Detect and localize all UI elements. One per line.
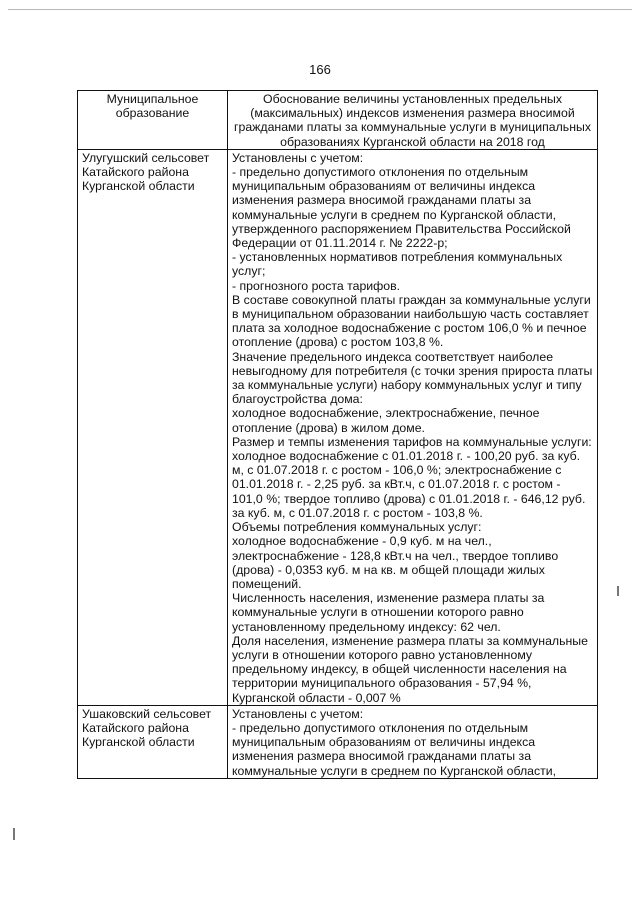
page-number: 166	[309, 62, 331, 77]
paragraph: Доля населения, изменение размера платы за коммунальные услуги в отношении которого равно установленному предельному индексу, в общей численности населения на территории муниципального образования - 57,94 %, Курганской области - 0,007 %	[232, 633, 588, 705]
paragraph: - предельно допустимого отклонения по отдельным муниципальным образованиям от величины индекса изменения размера вносимой гражданами платы за коммунальные услуги в среднем по Курганской области,	[232, 720, 557, 778]
justification-cell	[228, 149, 598, 705]
paragraph: - предельно допустимого отклонения по отдельным муниципальным образованиям от величины индекса изменения размера вносимой гражданами платы за коммунальные услуги в среднем по Курганской области, утвержденного распоряжением Правительства Российской Федерации от 01.11.2014 г. № 2222-р;	[232, 165, 571, 251]
municipality-cell: Ушаковский сельсовет Катайского района Курганской области	[78, 705, 228, 778]
paragraph: Установлены с учетом:	[232, 706, 364, 721]
left-scan-mark	[13, 828, 15, 840]
paragraph: холодное водоснабжение - 0,9 куб. м на чел., электроснабжение - 128,8 кВт.ч на чел., твердое топливо (дрова) - 0,0353 куб. м на кв. м общей площади жилых помещений.	[232, 534, 559, 591]
paragraph: - установленных нормативов потребления коммунальных услуг;	[232, 250, 563, 279]
header-municipality: Муниципальное образование	[78, 91, 228, 150]
paragraph: холодное водоснабжение, электроснабжение, печное отопление (дрова) в жилом доме.	[232, 406, 540, 435]
paragraph: В составе совокупной платы граждан за коммунальные услуги в муниципальном образовании наибольшую часть составляет плата за холодное водоснабжение с ростом 106,0 % и печное отопление (дрова) с ростом 103,8 %.	[232, 292, 591, 350]
justification-cell	[228, 705, 598, 778]
paragraph: холодное водоснабжение с 01.01.2018 г. - 100,20 руб. за куб. м, с 01.07.2018 г. с ростом - 106,0 %; электроснабжение с 01.01.2018 г. - 2,25 руб. за кВт.ч, с 01.07.2018 г. с ростом - 101,0 %; твердое топливо (дрова) с 01.01.2018 г. - 646,12 руб. за куб. м, с 01.07.2018 г. с ростом - 103,8 %.	[232, 449, 586, 520]
table-row	[78, 149, 598, 705]
top-scan-line	[8, 9, 632, 10]
tariff-index-table	[77, 90, 598, 779]
table-header-row	[78, 91, 598, 150]
paragraph: Установлены с учетом:	[232, 150, 364, 165]
paragraph: - прогнозного роста тарифов.	[232, 278, 401, 293]
municipality-cell: Улугушский сельсовет Катайского района Курганской области	[78, 149, 228, 705]
header-justification: Обоснование величины установленных предельных (максимальных) индексов изменения размера вносимой гражданами платы за коммунальные услуги в муниципальных образованиях Курганской области на 2018 год	[228, 91, 598, 150]
paragraph: Объемы потребления коммунальных услуг:	[232, 520, 482, 535]
paragraph: Значение предельного индекса соответствует наиболее невыгодному для потребителя (с точки зрения прироста платы за коммунальные услуги) набору коммунальных услуг и типу благоустройства дома:	[232, 349, 593, 407]
paragraph: Численность населения, изменение размера платы за коммунальные услуги в отношении которого равно установленному предельному индексу: 62 чел.	[232, 591, 545, 634]
table-row	[78, 705, 598, 778]
right-scan-mark	[617, 586, 619, 596]
paragraph: Размер и темпы изменения тарифов на коммунальные услуги:	[232, 434, 592, 449]
